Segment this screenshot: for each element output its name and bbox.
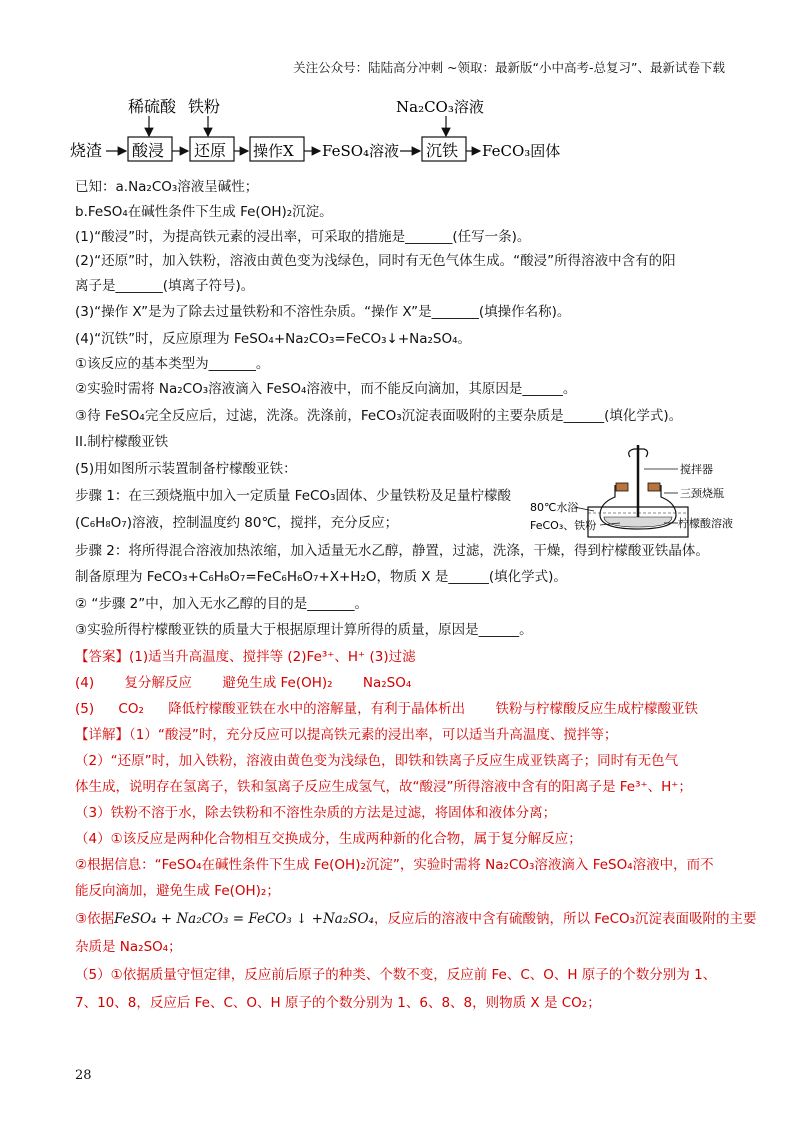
detail-line-3: 体生成，说明存在氢离子，铁和氢离子反应生成氢气，故“酸浸”所得溶液中含有的阳离子是 Fe³⁺、H⁺； <box>75 779 692 795</box>
answer-5-label: (5) <box>75 701 95 717</box>
flow-box-2-label: 还原 <box>194 141 227 160</box>
text-line: (3)“操作 X”是为了除去过量铁粉和不溶性杂质。“操作 X”是_______(填操作名称)。 <box>75 304 571 320</box>
detail-line-8 <box>75 910 757 928</box>
left-neck-stopper <box>616 483 628 491</box>
answer-line-5 <box>75 700 698 718</box>
detail-line-7: 能反向滴加，避免生成 Fe(OH)₂； <box>75 883 280 899</box>
flow-box-1-label: 酸浸 <box>132 141 165 160</box>
answer-5-3: 铁粉与柠檬酸反应生成柠檬酸亚铁 <box>495 701 698 717</box>
answer-text: (1)适当升高温度、搅拌等 (2)Fe³⁺、H⁺ (3)过滤 <box>129 649 416 665</box>
flow-reagent-3: Na₂CO₃溶液 <box>396 98 484 116</box>
right-neck-stopper <box>648 483 660 491</box>
text-line: (5)用如图所示装置制备柠檬酸亚铁： <box>75 461 297 477</box>
answer-tag: 【答案】 <box>75 649 129 665</box>
text-line: (4)“沉铁”时，反应原理为 FeSO₄+Na₂CO₃=FeCO₃↓+Na₂SO₄。 <box>75 331 472 347</box>
process-flow-diagram <box>70 92 570 172</box>
text-line: ③待 FeSO₄完全反应后，过滤，洗涤。洗涤前，FeCO₃沉淀表面吸附的主要杂质是______(填化学式)。 <box>75 408 683 424</box>
apparatus-figure <box>530 445 740 545</box>
answer-4-1: 复分解反应 <box>124 675 192 691</box>
answer-line-4 <box>75 674 411 692</box>
answer-5-1: CO₂ <box>118 701 144 717</box>
detail-line-2: （2）“还原”时，加入铁粉，溶液由黄色变为浅绿色，即铁和铁离子反应生成亚铁离子；同时有无色气 <box>75 753 679 769</box>
text-line: (C₆H₈O₇)溶液，控制温度约 80℃，搅拌，充分反应； <box>75 515 399 531</box>
page-header: 关注公众号：陆陆高分冲刺 ~领取：最新版“小中高考-总复习”、最新试卷下载 <box>293 60 725 75</box>
text-line: b.FeSO₄在碱性条件下生成 Fe(OH)₂沉淀。 <box>75 204 333 220</box>
text-line: ③实验所得柠檬酸亚铁的质量大于根据原理计算所得的质量，原因是______。 <box>75 622 533 638</box>
detail-tag: 【详解】 <box>75 727 129 743</box>
detail-line-6: ②根据信息：“FeSO₄在碱性条件下生成 Fe(OH)₂沉淀”，实验时需将 Na₂CO₃溶液滴入 FeSO₄溶液中，而不 <box>75 857 714 873</box>
answer-4-label: (4) <box>75 675 95 691</box>
detail-line-11: 7、10、8，反应后 Fe、C、O、H 原子的个数分别为 1、6、8、8，则物质 X 是 CO₂； <box>75 995 601 1011</box>
label-water-bath: 80℃水浴 <box>530 501 579 514</box>
flow-box-3-label: 操作X <box>253 142 294 160</box>
text-line: 步骤 1：在三颈烧瓶中加入一定质量 FeCO₃固体、少量铁粉及足量柠檬酸 <box>75 488 511 504</box>
text-line: ②实验时需将 Na₂CO₃溶液滴入 FeSO₄溶液中，而不能反向滴加，其原因是______。 <box>75 381 577 397</box>
answer-line-1 <box>75 648 416 666</box>
label-flask: 三颈烧瓶 <box>680 487 724 500</box>
text-line: 已知：a.Na₂CO₃溶液呈碱性； <box>75 179 259 195</box>
label-citric-solution: 柠檬酸溶液 <box>678 517 733 530</box>
detail-line-1 <box>75 726 617 744</box>
detail-text: ，反应后的溶液中含有硫酸钠，所以 FeCO₃沉淀表面吸附的主要 <box>373 911 757 927</box>
label-stirrer: 搅拌器 <box>680 463 713 476</box>
flow-reagent-2: 铁粉 <box>188 97 221 116</box>
answer-5-2: 降低柠檬酸亚铁在水中的溶解量，有利于晶体析出 <box>168 701 466 717</box>
detail-line-9: 杂质是 Na₂SO₄； <box>75 939 182 955</box>
text-line: 制备原理为 FeCO₃+C₆H₈O₇=FeC₆H₆O₇+X+H₂O，物质 X 是______(填化学式)。 <box>75 569 567 585</box>
text-line: (2)“还原”时，加入铁粉，溶液由黄色变为浅绿色，同时有无色气体生成。“酸浸”所得溶液中含有的阳 <box>75 253 676 269</box>
flow-mid: FeSO₄溶液 <box>322 142 400 160</box>
text-line: 离子是_______(填离子符号)。 <box>75 278 255 294</box>
text-line: ② “步骤 2”中，加入无水乙醇的目的是_______。 <box>75 596 369 612</box>
flow-reagent-1: 稀硫酸 <box>128 97 177 116</box>
page-number: 28 <box>75 1068 92 1083</box>
detail-text: ③依据 <box>75 911 115 927</box>
solution-fill <box>604 517 672 527</box>
text-line: (1)“酸浸”时，为提高铁元素的浸出率，可采取的措施是_______(任写一条)。 <box>75 229 531 245</box>
detail-line-5: （4）①该反应是两种化合物相互交换成分，生成两种新的化合物，属于复分解反应； <box>75 831 582 847</box>
detail-line-4: （3）铁粉不溶于水，除去铁粉和不溶性杂质的方法是过滤，将固体和液体分离； <box>75 805 557 821</box>
reaction-equation: FeSO₄ + Na₂CO₃ = FeCO₃ ↓ +Na₂SO₄ <box>114 911 374 927</box>
answer-4-2: 避免生成 Fe(OH)₂ <box>222 675 333 691</box>
flow-start: 烧渣 <box>70 141 103 160</box>
flow-box-4-label: 沉铁 <box>426 141 459 160</box>
text-line: ①该反应的基本类型为_______。 <box>75 356 270 372</box>
detail-line-10: （5）①依据质量守恒定律，反应前后原子的种类、个数不变，反应前 Fe、C、O、H 原子的个数分别为 1、 <box>75 967 717 983</box>
text-line: 步骤 2：将所得混合溶液加热浓缩，加入适量无水乙醇，静置，过滤，洗涤，干燥，得到柠檬酸亚铁晶体。 <box>75 543 709 559</box>
answer-4-3: Na₂SO₄ <box>362 675 412 691</box>
text-line: II.制柠檬酸亚铁 <box>75 434 169 450</box>
flow-end: FeCO₃固体 <box>482 142 561 160</box>
label-solids: FeCO₃、铁粉 <box>530 519 597 532</box>
detail-text: （1）“酸浸”时，充分反应可以提高铁元素的浸出率，可以适当升高温度、搅拌等； <box>129 727 618 743</box>
